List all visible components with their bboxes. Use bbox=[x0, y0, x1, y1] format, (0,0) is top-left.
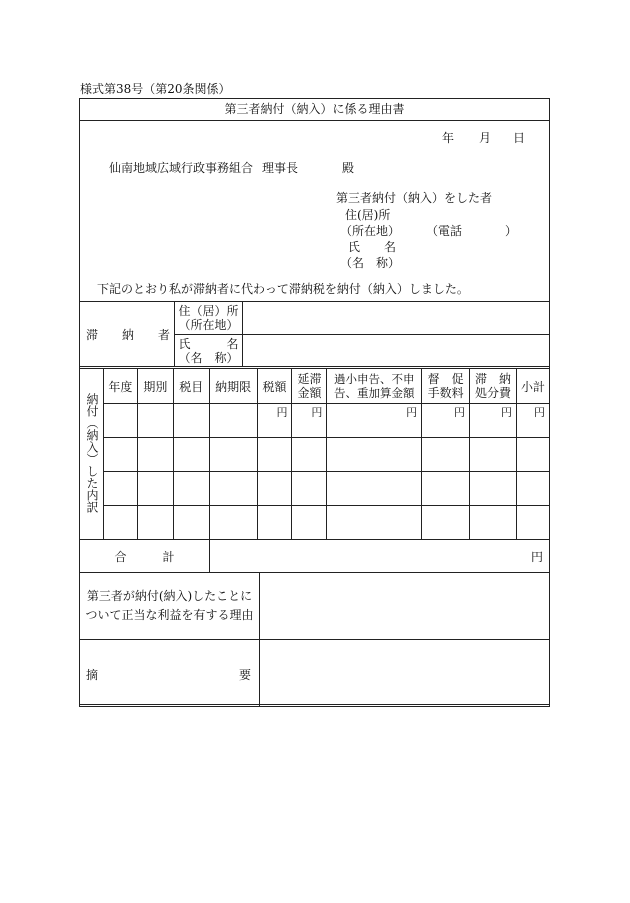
cell-late-fee[interactable] bbox=[292, 472, 327, 506]
cell-due-date[interactable] bbox=[209, 506, 257, 540]
header-reminder-line1: 督 促 bbox=[427, 372, 464, 386]
cell-tax-amount[interactable] bbox=[257, 438, 292, 472]
cell-period[interactable] bbox=[137, 438, 173, 472]
cell-subtotal[interactable] bbox=[516, 472, 549, 506]
cell-period[interactable] bbox=[137, 404, 173, 438]
cell-reminder[interactable] bbox=[422, 472, 470, 506]
reason-label-cell bbox=[80, 573, 260, 640]
header-late-fee bbox=[292, 369, 327, 404]
payer-name-label: 氏 名 bbox=[348, 240, 397, 254]
cell-due-date[interactable] bbox=[209, 472, 257, 506]
cell-tax-amount[interactable] bbox=[257, 506, 292, 540]
cell-tax-item[interactable] bbox=[173, 404, 209, 438]
table-row bbox=[80, 404, 550, 438]
reason-table bbox=[79, 572, 550, 707]
cell-reminder[interactable] bbox=[422, 506, 470, 540]
payer-address-label: 住(居)所 bbox=[345, 208, 391, 222]
header-due-date: 納期限 bbox=[209, 369, 257, 404]
payer-entity-label: （名 称） bbox=[340, 256, 401, 270]
cell-tax-item[interactable] bbox=[173, 472, 209, 506]
cell-late-fee[interactable] bbox=[292, 438, 327, 472]
cell-fiscal-year[interactable] bbox=[103, 404, 137, 438]
cell-fiscal-year[interactable] bbox=[103, 472, 137, 506]
cell-tax-amount-unit[interactable]: 円 bbox=[257, 404, 292, 438]
payer-location-label: （所在地） bbox=[340, 224, 401, 238]
cell-fiscal-year[interactable] bbox=[103, 438, 137, 472]
header-disposal-cost bbox=[470, 369, 517, 404]
statement-text: 下記のとおり私が滞納者に代わって滞納税を納付（納入）しました。 bbox=[97, 282, 469, 296]
cell-due-date[interactable] bbox=[209, 404, 257, 438]
cell-disposal[interactable] bbox=[470, 472, 517, 506]
delinquent-name-label: 氏 名 bbox=[178, 336, 239, 351]
delinquent-name-value[interactable] bbox=[243, 335, 550, 367]
cell-disposal-unit[interactable]: 円 bbox=[470, 404, 517, 438]
cell-period[interactable] bbox=[137, 472, 173, 506]
summary-label-left: 摘 bbox=[86, 668, 99, 682]
cell-late-fee-unit[interactable]: 円 bbox=[292, 404, 327, 438]
total-value[interactable] bbox=[210, 540, 550, 573]
reason-form-sheet bbox=[79, 98, 550, 705]
header-fiscal-year: 年度 bbox=[103, 369, 137, 404]
cell-tax-item[interactable] bbox=[173, 506, 209, 540]
table-row bbox=[80, 438, 550, 472]
summary-label-cell bbox=[80, 640, 260, 707]
cell-late-fee[interactable] bbox=[292, 506, 327, 540]
recipient-role: 理事長 bbox=[262, 161, 299, 175]
delinquent-address-value[interactable] bbox=[243, 302, 550, 335]
cell-disposal[interactable] bbox=[470, 506, 517, 540]
delinquent-address-label-cell bbox=[175, 302, 243, 335]
summary-label-right: 要 bbox=[238, 668, 251, 682]
cell-reminder-unit[interactable]: 円 bbox=[422, 404, 470, 438]
cell-penalty-unit[interactable]: 円 bbox=[327, 404, 422, 438]
cell-penalty[interactable] bbox=[327, 506, 422, 540]
reason-label-line1: 第三者が納付(納入)したことに bbox=[86, 589, 253, 603]
payer-phone-open: （電話 bbox=[426, 224, 463, 238]
form-number: 様式第38号（第20条関係） bbox=[80, 82, 231, 96]
header-period: 期別 bbox=[137, 369, 173, 404]
delinquent-label: 滞 納 者 bbox=[80, 302, 175, 367]
total-label: 合 計 bbox=[80, 540, 210, 573]
recipient-org: 仙南地域広域行政事務組合 bbox=[109, 161, 254, 175]
header-subtotal: 小計 bbox=[516, 369, 549, 404]
delinquent-entity-label: （名 称） bbox=[178, 350, 239, 365]
delinquent-name-label-cell bbox=[175, 335, 243, 367]
cell-tax-item[interactable] bbox=[173, 438, 209, 472]
form-title: 第三者納付（納入）に係る理由書 bbox=[80, 99, 549, 121]
summary-value[interactable] bbox=[260, 640, 550, 707]
cell-fiscal-year[interactable] bbox=[103, 506, 137, 540]
date-day-label: 日 bbox=[513, 131, 526, 145]
cell-disposal[interactable] bbox=[470, 438, 517, 472]
payer-heading: 第三者納付（納入）をした者 bbox=[336, 191, 493, 205]
reason-label-line2: ついて正当な利益を有する理由 bbox=[85, 608, 254, 622]
reason-value[interactable] bbox=[260, 573, 550, 640]
header-tax-item: 税目 bbox=[173, 369, 209, 404]
cell-subtotal[interactable] bbox=[516, 438, 549, 472]
date-month-label: 月 bbox=[479, 131, 492, 145]
header-penalty bbox=[327, 369, 422, 404]
cell-tax-amount[interactable] bbox=[257, 472, 292, 506]
breakdown-side-label-cell bbox=[80, 369, 104, 540]
cell-penalty[interactable] bbox=[327, 472, 422, 506]
cell-period[interactable] bbox=[137, 506, 173, 540]
header-tax-amount: 税額 bbox=[257, 369, 292, 404]
date-year-label: 年 bbox=[442, 131, 455, 145]
breakdown-side-label: 納付（納入）した内訳 bbox=[84, 392, 99, 513]
total-unit: 円 bbox=[530, 549, 543, 564]
header-reminder-fee bbox=[422, 369, 470, 404]
total-table bbox=[79, 539, 550, 573]
cell-subtotal-unit[interactable]: 円 bbox=[516, 404, 549, 438]
header-disposal-line1: 滞 納 bbox=[475, 372, 512, 386]
payer-phone-close: ） bbox=[505, 224, 518, 238]
delinquent-location-label: （所在地） bbox=[178, 318, 239, 332]
header-penalty-line2: 告、重加算金額 bbox=[334, 386, 415, 400]
cell-subtotal[interactable] bbox=[516, 506, 549, 540]
cell-reminder[interactable] bbox=[422, 438, 470, 472]
recipient-honorific: 殿 bbox=[342, 161, 355, 175]
cell-penalty[interactable] bbox=[327, 438, 422, 472]
delinquent-address-label: 住（居）所 bbox=[178, 304, 239, 318]
header-reminder-line2: 手数料 bbox=[427, 386, 464, 400]
header-penalty-line1: 過小申告、不申 bbox=[334, 372, 415, 386]
header-late-fee-line1: 延滞 bbox=[297, 372, 322, 386]
header-disposal-line2: 処分費 bbox=[475, 386, 512, 400]
table-row bbox=[80, 506, 550, 540]
cell-due-date[interactable] bbox=[209, 438, 257, 472]
header-late-fee-line2: 金額 bbox=[297, 386, 322, 400]
breakdown-table bbox=[79, 368, 550, 540]
table-row bbox=[80, 472, 550, 506]
delinquent-table bbox=[79, 301, 550, 367]
